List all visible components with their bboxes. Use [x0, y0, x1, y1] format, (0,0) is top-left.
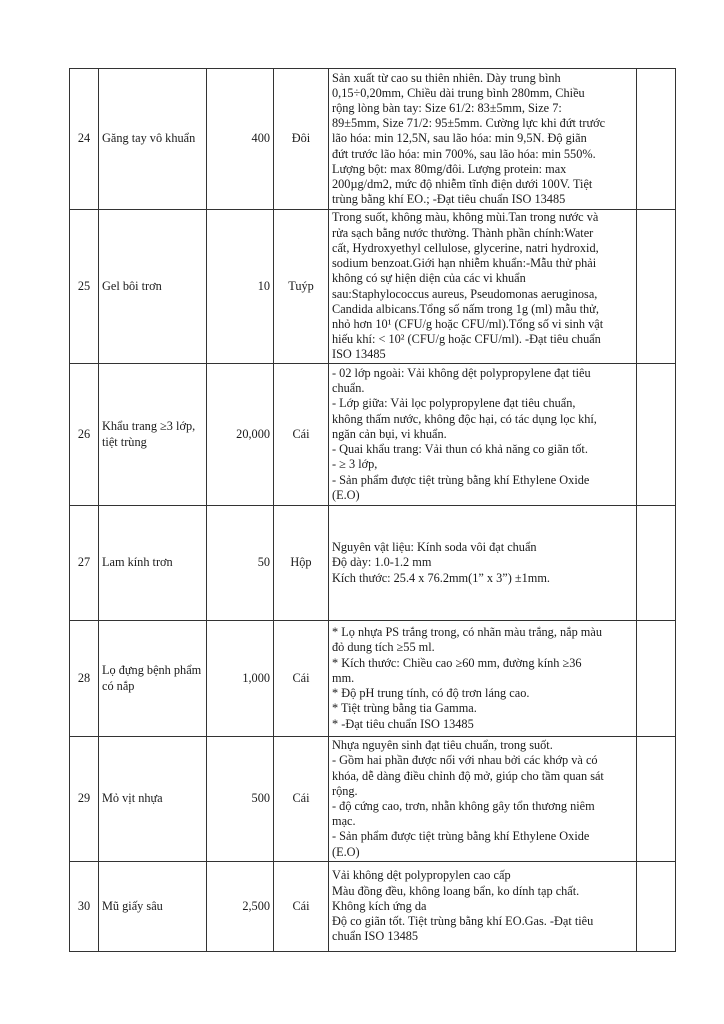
- table-row: [70, 69, 676, 210]
- description-line: Vải không dệt polypropylen cao cấp: [332, 868, 511, 883]
- item-number-cell: 25: [70, 210, 99, 364]
- item-number-cell: 27: [70, 506, 99, 621]
- description-line: không có sự hiện diện của các vi khuẩn: [332, 271, 526, 286]
- description-line: - Quai khẩu trang: Vải thun có khả năng co giãn tốt.: [332, 442, 588, 457]
- empty-cell: [637, 506, 676, 621]
- description-line: rửa sạch bằng nước thường. Thành phần chính:Water: [332, 225, 594, 240]
- table-row: [70, 621, 676, 737]
- description-cell: [329, 862, 637, 952]
- description-line: Không kích ứng da: [332, 898, 427, 913]
- description-line: * Lọ nhựa PS trắng trong, có nhãn màu trắng, nắp màu: [332, 625, 602, 640]
- unit-cell: Cái: [274, 364, 329, 506]
- description-cell: [329, 506, 637, 621]
- description-line: sau:Staphylococcus aureus, Pseudomonas aeruginosa,: [332, 286, 598, 301]
- description-line: - Gồm hai phần được nối với nhau bởi các khớp và có: [332, 753, 598, 768]
- description-cell: [329, 364, 637, 506]
- description-line: cất, Hydroxyethyl cellulose, glycerine, natri hydroxid,: [332, 240, 599, 255]
- description-line: 200µg/dm2, mức độ nhiễm tĩnh điện dưới 100V. Tiệt: [332, 177, 593, 191]
- description-line: 0,15÷0,20mm, Chiều dài trung bình 280mm, Chiều: [332, 85, 585, 100]
- description-line: trùng bằng khí EO.; -Đạt tiêu chuẩn ISO 13485: [332, 192, 566, 207]
- description-line: rộng.: [332, 783, 358, 798]
- description-line: Candida albicans.Tổng số nấm trong 1g (ml) mẫu thử,: [332, 301, 599, 316]
- description-line: đứt trước lão hóa: min 700%, sau lão hóa: min 550%.: [332, 146, 596, 161]
- item-number-cell: 26: [70, 364, 99, 506]
- description-line: - Sản phẩm được tiệt trùng bằng khí Ethylene Oxide: [332, 829, 590, 844]
- item-name-cell: Găng tay vô khuẩn: [99, 69, 207, 210]
- description-line: Độ co giãn tốt. Tiệt trùng bằng khí EO.Gas. -Đạt tiêu: [332, 914, 594, 929]
- empty-cell: [637, 621, 676, 737]
- description-line: - Sản phẩm được tiệt trùng bằng khí Ethylene Oxide: [332, 472, 590, 487]
- table-row: [70, 506, 676, 621]
- description-cell: [329, 621, 637, 737]
- description-line: 89±5mm, Size 71/2: 95±5mm. Cường lực khi đứt trước: [332, 116, 606, 131]
- unit-cell: Hộp: [274, 506, 329, 621]
- description-line: Nhựa nguyên sinh đạt tiêu chuẩn, trong suốt.: [332, 738, 553, 753]
- quantity-cell: 500: [207, 737, 274, 862]
- description-line: - 02 lớp ngoài: Vải không dệt polypropylene đạt tiêu: [332, 366, 591, 381]
- empty-cell: [637, 210, 676, 364]
- table-row: [70, 364, 676, 506]
- description-line: Trong suốt, không màu, không mùi.Tan trong nước và: [332, 210, 599, 225]
- description-line: lão hóa: min 12,5N, sau lão hóa: min 9,5N. Độ giãn: [332, 131, 587, 146]
- description-line: Độ dày: 1.0-1.2 mm: [332, 555, 432, 570]
- item-name-cell: Khẩu trang ≥3 lớp, tiệt trùng: [99, 364, 207, 506]
- description-line: mạc.: [332, 814, 356, 829]
- description-line: Màu đồng đều, không loang bẩn, ko dính tạp chất.: [332, 883, 580, 898]
- empty-cell: [637, 364, 676, 506]
- description-line: - Lớp giữa: Vải lọc polypropylene đạt tiêu chuẩn,: [332, 396, 576, 411]
- description-line: chuẩn.: [332, 381, 365, 396]
- description-line: * Tiệt trùng bằng tia Gamma.: [332, 701, 477, 716]
- description-line: Kích thước: 25.4 x 76.2mm(1” x 3”) ±1mm.: [332, 570, 550, 585]
- description-line: (E.O): [332, 487, 360, 502]
- item-number-cell: 24: [70, 69, 99, 210]
- description-line: - ≥ 3 lớp,: [332, 457, 378, 472]
- description-line: ngăn cản bụi, vi khuẩn.: [332, 426, 447, 441]
- description-line: chuẩn ISO 13485: [332, 929, 419, 944]
- description-line: sodium benzoat.Giới hạn nhiễm khuẩn:-Mẫu thử phải: [332, 256, 597, 271]
- unit-cell: Cái: [274, 862, 329, 952]
- item-number-cell: 30: [70, 862, 99, 952]
- unit-cell: Cái: [274, 621, 329, 737]
- description-line: rộng lòng bàn tay: Size 61/2: 83±5mm, Size 7:: [332, 100, 562, 115]
- item-number-cell: 29: [70, 737, 99, 862]
- description-line: * Kích thước: Chiều cao ≥60 mm, đường kính ≥36: [332, 655, 582, 670]
- quantity-cell: 2,500: [207, 862, 274, 952]
- description-line: không thấm nước, không độc hại, có tác dụng lọc khí,: [332, 411, 597, 426]
- empty-cell: [637, 69, 676, 210]
- item-name-cell: Lọ đựng bệnh phẩm có nắp: [99, 621, 207, 737]
- quantity-cell: 20,000: [207, 364, 274, 506]
- quantity-cell: 50: [207, 506, 274, 621]
- specification-table: [69, 68, 676, 952]
- quantity-cell: 1,000: [207, 621, 274, 737]
- description-line: Sản xuất từ cao su thiên nhiên. Dày trung bình: [332, 70, 561, 85]
- item-name-cell: Mũ giấy sâu: [99, 862, 207, 952]
- description-line: nhỏ hơn 10¹ (CFU/g hoặc CFU/ml).Tổng số vi sinh vật: [332, 316, 604, 331]
- table-row: [70, 862, 676, 952]
- table-body: [70, 69, 676, 952]
- table-row: [70, 737, 676, 862]
- description-line: mm.: [332, 670, 355, 685]
- item-name-cell: Lam kính trơn: [99, 506, 207, 621]
- description-line: đỏ dung tích ≥55 ml.: [332, 640, 435, 655]
- unit-cell: Đôi: [274, 69, 329, 210]
- item-name-cell: Mỏ vịt nhựa: [99, 737, 207, 862]
- description-line: Nguyên vật liệu: Kính soda vôi đạt chuẩn: [332, 540, 537, 555]
- description-line: * Độ pH trung tính, có độ trơn láng cao.: [332, 686, 530, 701]
- description-line: khóa, dễ dàng điều chỉnh độ mở, giúp cho tầm quan sát: [332, 768, 604, 783]
- description-cell: [329, 737, 637, 862]
- empty-cell: [637, 737, 676, 862]
- item-name-cell: Gel bôi trơn: [99, 210, 207, 364]
- description-line: hiếu khí: < 10² (CFU/g hoặc CFU/ml). -Đạt tiêu chuẩn: [332, 332, 601, 347]
- description-cell: [329, 69, 637, 210]
- empty-cell: [637, 862, 676, 952]
- description-line: ISO 13485: [332, 347, 386, 362]
- description-line: - độ cứng cao, trơn, nhẵn không gây tổn thương niêm: [332, 799, 595, 813]
- quantity-cell: 400: [207, 69, 274, 210]
- item-number-cell: 28: [70, 621, 99, 737]
- description-line: (E.O): [332, 844, 360, 859]
- unit-cell: Cái: [274, 737, 329, 862]
- description-cell: [329, 210, 637, 364]
- table-row: [70, 210, 676, 364]
- description-line: * -Đạt tiêu chuẩn ISO 13485: [332, 716, 474, 731]
- description-line: Lượng bột: max 80mg/đôi. Lượng protein: max: [332, 161, 567, 176]
- unit-cell: Tuýp: [274, 210, 329, 364]
- quantity-cell: 10: [207, 210, 274, 364]
